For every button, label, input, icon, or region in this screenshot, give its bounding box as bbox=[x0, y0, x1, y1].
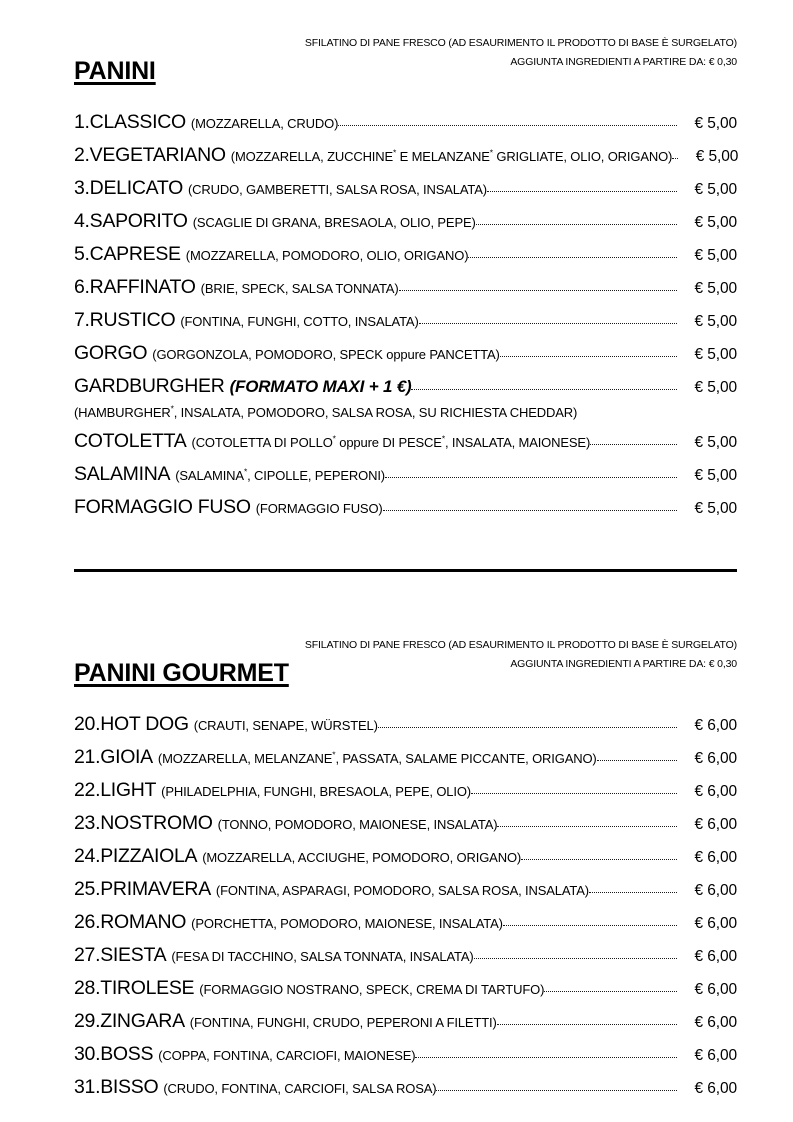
dot-leader bbox=[471, 782, 677, 796]
menu-item-price: € 5,00 bbox=[694, 434, 737, 451]
dot-leader bbox=[590, 433, 677, 447]
dot-leader bbox=[338, 114, 677, 128]
dot-leader bbox=[597, 749, 677, 763]
menu-item-list-panini-gourmet bbox=[74, 712, 737, 1101]
menu-item-name: 24.PIZZAIOLA bbox=[74, 845, 198, 867]
menu-item-name: 22.LIGHT bbox=[74, 779, 157, 801]
dot-leader bbox=[468, 246, 677, 260]
menu-item-description: (MOZZARELLA, ACCIUGHE, POMODORO, ORIGANO) bbox=[202, 850, 522, 865]
menu-item[interactable] bbox=[74, 176, 737, 202]
menu-item-price: € 5,00 bbox=[694, 500, 737, 517]
dot-leader bbox=[521, 848, 677, 862]
menu-item-price: € 6,00 bbox=[694, 981, 737, 998]
menu-item-price: € 6,00 bbox=[694, 915, 737, 932]
menu-item-name: 4.SAPORITO bbox=[74, 210, 188, 232]
menu-item-price: € 5,00 bbox=[694, 379, 737, 396]
menu-item[interactable] bbox=[74, 976, 737, 1002]
menu-item-name: 7.RUSTICO bbox=[74, 309, 176, 331]
section-title-panini: PANINI bbox=[74, 57, 156, 85]
menu-item-price: € 5,00 bbox=[694, 346, 737, 363]
menu-item-price: € 6,00 bbox=[694, 750, 737, 767]
menu-item-price: € 5,00 bbox=[694, 280, 737, 297]
menu-item-description: (MOZZARELLA, POMODORO, OLIO, ORIGANO) bbox=[185, 248, 469, 263]
menu-item-name: 31.BISSO bbox=[74, 1076, 159, 1098]
menu-item[interactable] bbox=[74, 1009, 737, 1035]
menu-item-price: € 6,00 bbox=[694, 783, 737, 800]
menu-item-price: € 5,00 bbox=[694, 313, 737, 330]
menu-item-name: 30.BOSS bbox=[74, 1043, 154, 1065]
dot-leader bbox=[672, 147, 678, 161]
menu-item[interactable] bbox=[74, 209, 737, 235]
menu-item-price: € 5,00 bbox=[694, 467, 737, 484]
menu-item-description: (MOZZARELLA, CRUDO) bbox=[190, 116, 339, 131]
menu-item-description: (GORGONZOLA, POMODORO, SPECK oppure PANCETTA) bbox=[152, 347, 500, 362]
menu-item-description: (COPPA, FONTINA, CARCIOFI, MAIONESE) bbox=[158, 1048, 416, 1063]
dot-leader bbox=[383, 499, 677, 513]
menu-item-description: (CRUDO, FONTINA, CARCIOFI, SALSA ROSA) bbox=[163, 1081, 437, 1096]
dot-leader bbox=[436, 1079, 677, 1093]
menu-item-sub-description: (HAMBURGHER*, INSALATA, POMODORO, SALSA ROSA, SU RICHIESTA CHEDDAR) bbox=[74, 403, 578, 420]
section-note-line: AGGIUNTA INGREDIENTI A PARTIRE DA: € 0,30 bbox=[510, 56, 737, 68]
menu-item[interactable] bbox=[74, 811, 737, 837]
menu-item[interactable] bbox=[74, 910, 737, 936]
menu-item[interactable] bbox=[74, 143, 737, 169]
menu-item-name: SALAMINA bbox=[74, 463, 171, 485]
menu-item[interactable] bbox=[74, 242, 737, 268]
dot-leader bbox=[503, 914, 677, 928]
section-header-panini-gourmet bbox=[74, 632, 737, 690]
menu-item-description: (FONTINA, FUNGHI, CRUDO, PEPERONI A FILETTI) bbox=[189, 1015, 497, 1030]
dot-leader bbox=[589, 881, 677, 895]
menu-item[interactable] bbox=[74, 308, 737, 334]
menu-item-name: 27.SIESTA bbox=[74, 944, 167, 966]
menu-item-description: (MOZZARELLA, MELANZANE*, PASSATA, SALAME PICCANTE, ORIGANO) bbox=[157, 749, 597, 766]
menu-item-name: 29.ZINGARA bbox=[74, 1010, 185, 1032]
menu-item-name: 23.NOSTROMO bbox=[74, 812, 213, 834]
dot-leader bbox=[411, 378, 677, 392]
menu-item-description: (FESA DI TACCHINO, SALSA TONNATA, INSALATA) bbox=[171, 949, 474, 964]
menu-item-name: GARDBURGHER bbox=[74, 375, 225, 397]
menu-item[interactable] bbox=[74, 429, 737, 455]
menu-item-price: € 5,00 bbox=[694, 214, 737, 231]
menu-item[interactable] bbox=[74, 877, 737, 903]
section-note-line: SFILATINO DI PANE FRESCO (AD ESAURIMENTO IL PRODOTTO DI BASE È SURGELATO) bbox=[304, 37, 737, 49]
menu-item[interactable] bbox=[74, 374, 737, 400]
menu-item-name: GORGO bbox=[74, 342, 148, 364]
menu-item-price: € 5,00 bbox=[694, 181, 737, 198]
menu-item-price: € 6,00 bbox=[694, 1047, 737, 1064]
menu-item-price: € 6,00 bbox=[694, 1014, 737, 1031]
menu-item-list-panini bbox=[74, 110, 737, 521]
section-notes-panini-gourmet bbox=[305, 636, 737, 674]
dot-leader bbox=[544, 980, 677, 994]
menu-item-name: 21.GIOIA bbox=[74, 746, 153, 768]
menu-item-description: (PORCHETTA, POMODORO, MAIONESE, INSALATA) bbox=[191, 916, 503, 931]
menu-item[interactable] bbox=[74, 844, 737, 870]
dot-leader bbox=[419, 312, 677, 326]
menu-item[interactable] bbox=[74, 495, 737, 521]
menu-item-description: (FONTINA, FUNGHI, COTTO, INSALATA) bbox=[180, 314, 419, 329]
menu-item[interactable] bbox=[74, 778, 737, 804]
menu-item-price: € 5,00 bbox=[694, 247, 737, 264]
menu-item[interactable] bbox=[74, 462, 737, 488]
dot-leader bbox=[497, 815, 677, 829]
menu-item-name: 3.DELICATO bbox=[74, 177, 183, 199]
menu-item[interactable] bbox=[74, 275, 737, 301]
menu-item-name: 28.TIROLESE bbox=[74, 977, 195, 999]
menu-item-description: (CRUDO, GAMBERETTI, SALSA ROSA, INSALATA) bbox=[187, 182, 487, 197]
menu-item-name: 1.CLASSICO bbox=[74, 111, 186, 133]
menu-item-description: (FORMATO MAXI + 1 €) bbox=[229, 377, 412, 396]
menu-item[interactable] bbox=[74, 745, 737, 771]
dot-leader bbox=[497, 1013, 677, 1027]
menu-item-description: (FONTINA, ASPARAGI, POMODORO, SALSA ROSA, INSALATA) bbox=[215, 883, 589, 898]
dot-leader bbox=[476, 213, 677, 227]
dot-leader bbox=[385, 466, 677, 480]
menu-item-name: 20.HOT DOG bbox=[74, 713, 189, 735]
dot-leader bbox=[399, 279, 677, 293]
menu-item-description: (FORMAGGIO NOSTRANO, SPECK, CREMA DI TARTUFO) bbox=[199, 982, 545, 997]
menu-item-name: 26.ROMANO bbox=[74, 911, 187, 933]
menu-item-description: (PHILADELPHIA, FUNGHI, BRESAOLA, PEPE, OLIO) bbox=[161, 784, 471, 799]
menu-item[interactable] bbox=[74, 341, 737, 367]
menu-item-price: € 5,00 bbox=[695, 148, 739, 165]
dot-leader bbox=[500, 345, 677, 359]
section-title-panini-gourmet: PANINI GOURMET bbox=[74, 659, 289, 687]
menu-item[interactable] bbox=[74, 110, 737, 136]
section-note-line: SFILATINO DI PANE FRESCO (AD ESAURIMENTO IL PRODOTTO DI BASE È SURGELATO) bbox=[304, 639, 737, 651]
menu-item-name: 5.CAPRESE bbox=[74, 243, 181, 265]
menu-item-price: € 6,00 bbox=[694, 717, 737, 734]
menu-item-description: (COTOLETTA DI POLLO* oppure DI PESCE*, INSALATA, MAIONESE) bbox=[191, 433, 591, 450]
menu-section-panini-gourmet bbox=[0, 572, 793, 1101]
menu-item-price: € 6,00 bbox=[694, 816, 737, 833]
menu-item[interactable] bbox=[74, 1075, 737, 1101]
menu-item-description: (SALAMINA*, CIPOLLE, PEPERONI) bbox=[175, 466, 385, 483]
menu-item-description: (MOZZARELLA, ZUCCHINE* E MELANZANE* GRIGLIATE, OLIO, ORIGANO) bbox=[230, 147, 673, 164]
menu-item-name: 6.RAFFINATO bbox=[74, 276, 196, 298]
menu-item[interactable] bbox=[74, 1042, 737, 1068]
menu-item[interactable] bbox=[74, 943, 737, 969]
menu-item-name: 2.VEGETARIANO bbox=[74, 144, 226, 166]
dot-leader bbox=[415, 1046, 677, 1060]
section-notes-panini bbox=[305, 34, 737, 72]
menu-item-price: € 6,00 bbox=[694, 1080, 737, 1097]
menu-item-description: (BRIE, SPECK, SALSA TONNATA) bbox=[200, 281, 399, 296]
menu-item-name: 25.PRIMAVERA bbox=[74, 878, 211, 900]
menu-item-description: (SCAGLIE DI GRANA, BRESAOLA, OLIO, PEPE) bbox=[192, 215, 476, 230]
dot-leader bbox=[378, 716, 677, 730]
menu-item-name: COTOLETTA bbox=[74, 430, 187, 452]
menu-item-description: (CRAUTI, SENAPE, WÜRSTEL) bbox=[193, 718, 378, 733]
menu-item-name: FORMAGGIO FUSO bbox=[74, 496, 251, 518]
menu-item-price: € 6,00 bbox=[694, 948, 737, 965]
menu-item-price: € 5,00 bbox=[694, 115, 737, 132]
menu-item-price: € 6,00 bbox=[694, 882, 737, 899]
menu-section-panini bbox=[0, 0, 793, 521]
dot-leader bbox=[487, 180, 677, 194]
section-header-panini bbox=[74, 30, 737, 88]
dot-leader bbox=[474, 947, 677, 961]
menu-item-price: € 6,00 bbox=[694, 849, 737, 866]
menu-item-description: (FORMAGGIO FUSO) bbox=[255, 501, 383, 516]
menu-item[interactable] bbox=[74, 712, 737, 738]
section-note-line: AGGIUNTA INGREDIENTI A PARTIRE DA: € 0,30 bbox=[510, 658, 737, 670]
menu-item-description: (TONNO, POMODORO, MAIONESE, INSALATA) bbox=[217, 817, 498, 832]
